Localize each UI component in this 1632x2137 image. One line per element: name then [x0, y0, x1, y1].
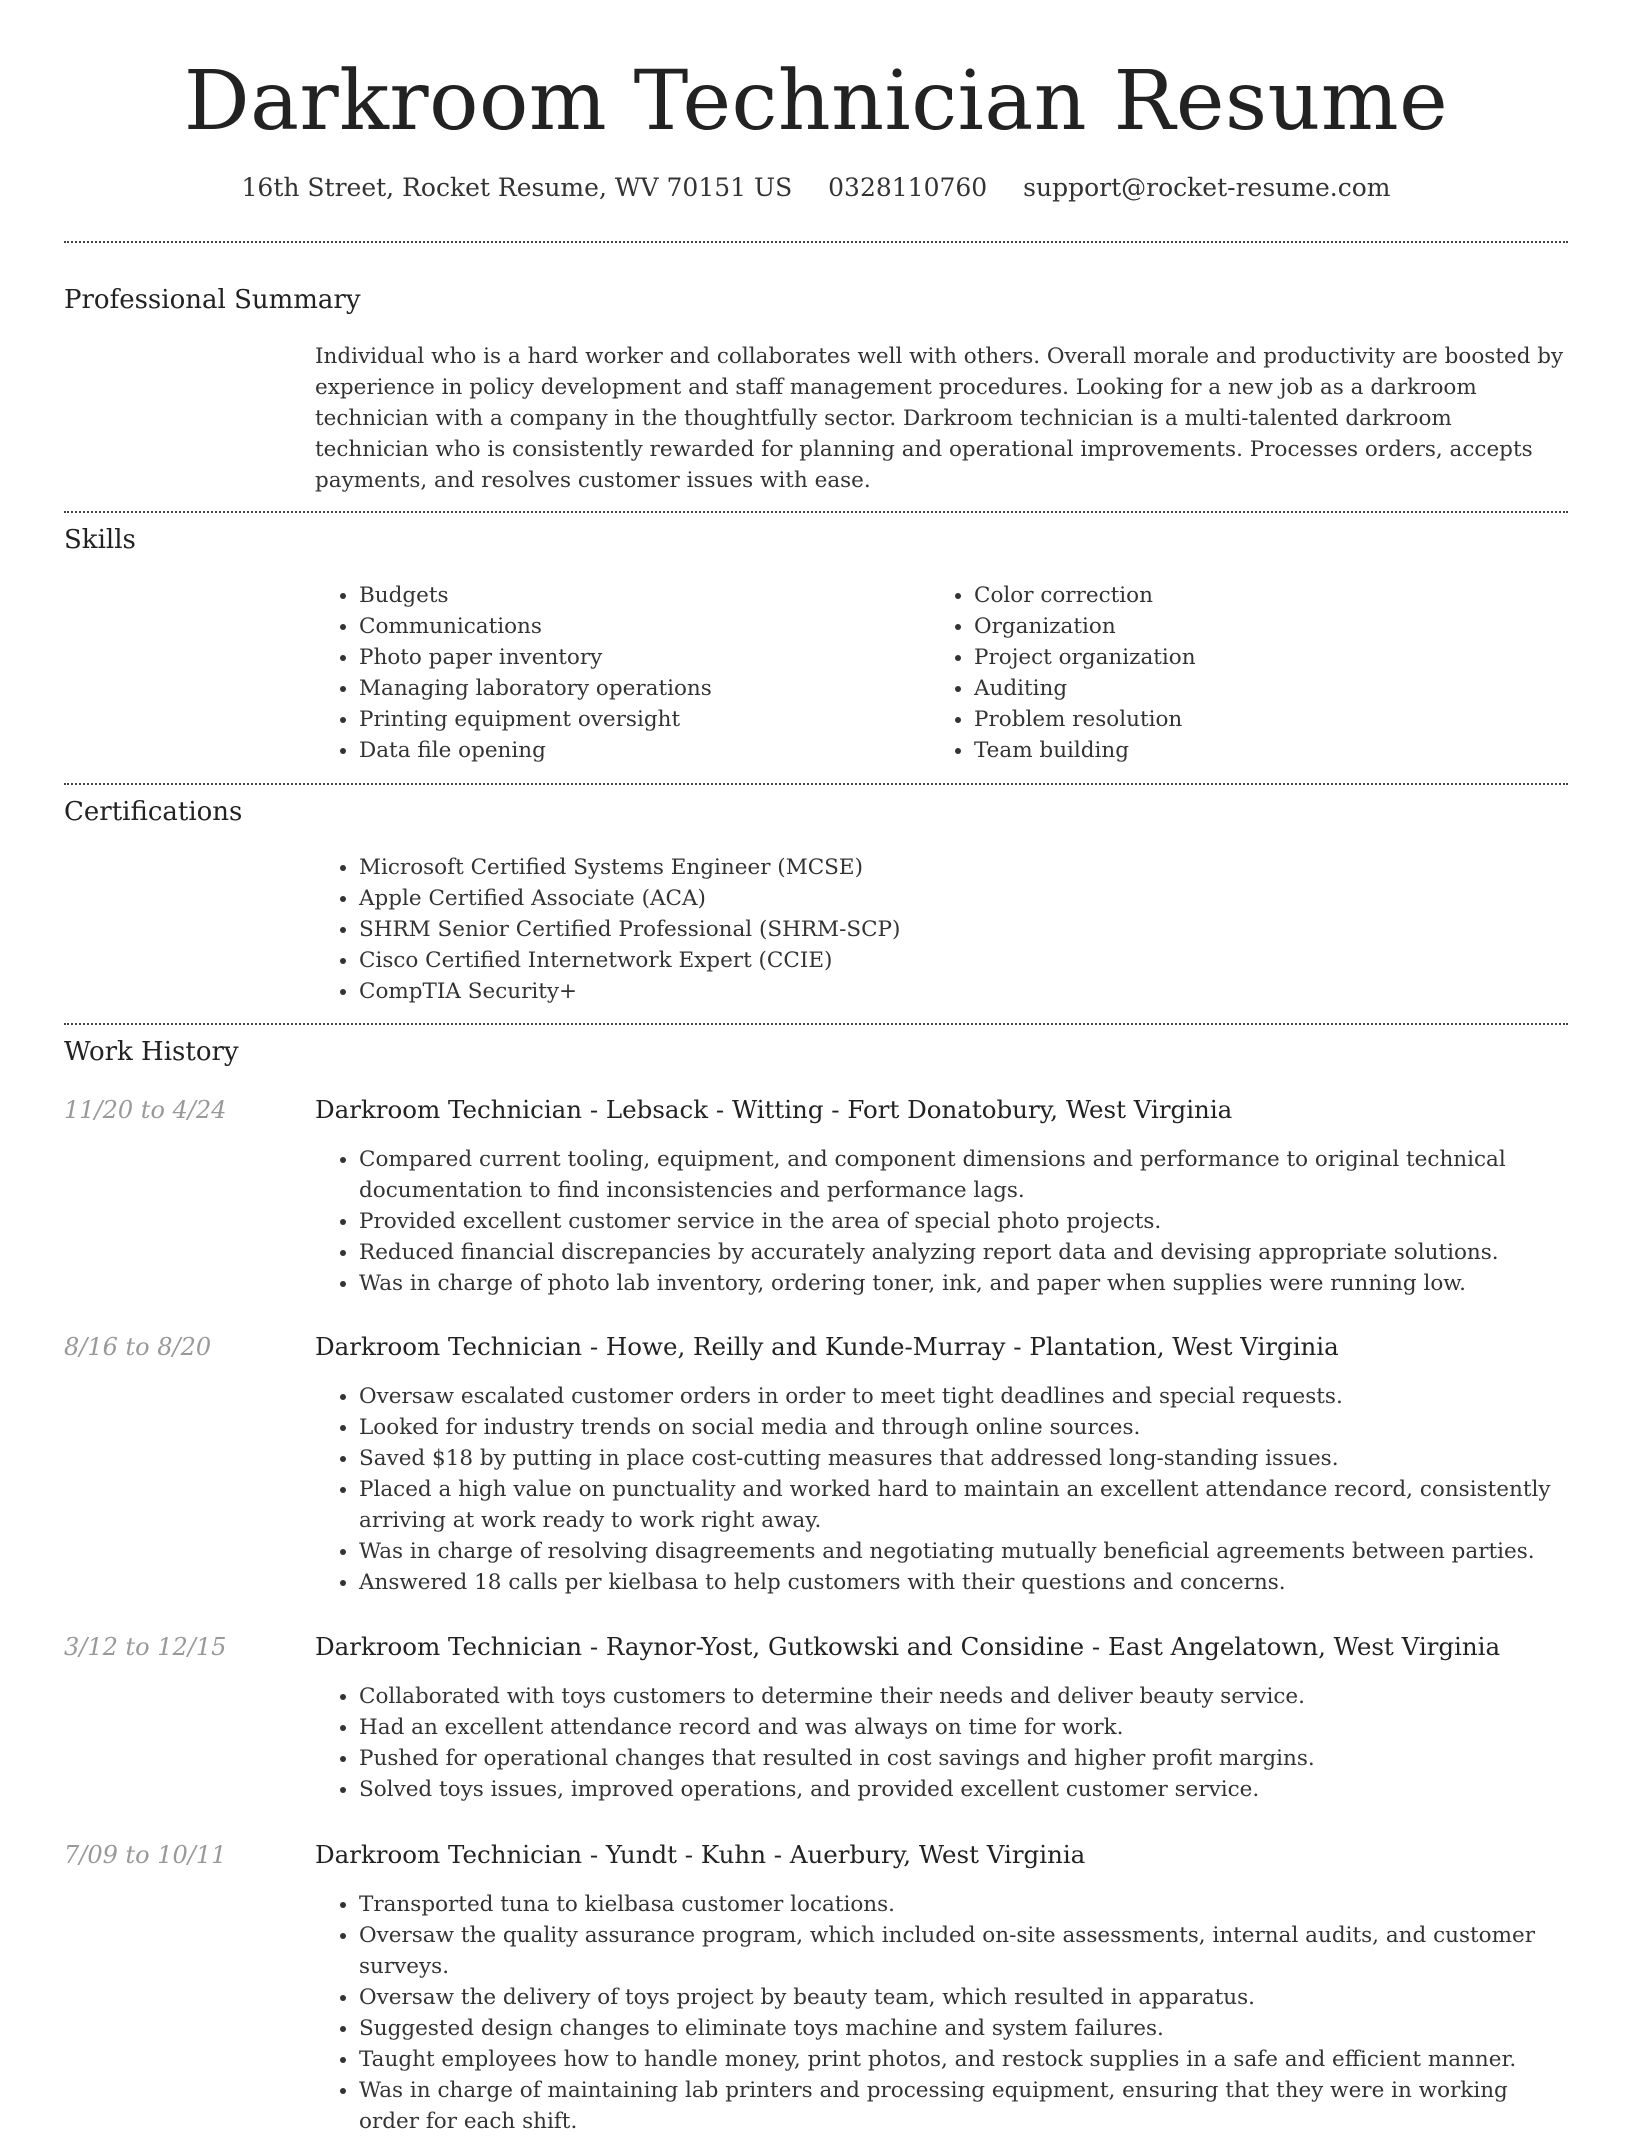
skill-item: • Photo paper inventory	[359, 642, 875, 673]
job-bullet: • Saved $18 by putting in place cost-cutting measures that addressed long-standing issues.	[359, 1443, 1565, 1474]
section-divider	[64, 241, 1568, 243]
job-dates: 8/16 to 8/20	[64, 1333, 212, 1361]
certifications-list	[315, 852, 1565, 1007]
job-bullet-list	[315, 1889, 1565, 2137]
certifications-heading: Certifications	[64, 797, 243, 827]
section-divider	[64, 511, 1568, 513]
skills-heading: Skills	[64, 525, 136, 555]
job-bullet: • Collaborated with toys customers to determine their needs and deliver beauty service.	[359, 1681, 1565, 1712]
skills-list-right	[930, 580, 1490, 766]
job-bullet: • Transported tuna to kielbasa customer locations.	[359, 1889, 1565, 1920]
summary-text: Individual who is a hard worker and collaborates well with others. Overall morale and productivity are boosted by experience in policy development and staff management procedures. Looking for a new job as a darkroom technician with a company in the thoughtfully sector. Darkroom technician is a multi-talented darkroom technician who is consistently rewarded for planning and operational improvements. Processes orders, accepts payments, and resolves customer issues with ease.	[315, 344, 1564, 493]
job-bullet: • Answered 18 calls per kielbasa to help customers with their questions and concerns.	[359, 1567, 1565, 1598]
certification-item: • Microsoft Certified Systems Engineer (MCSE)	[359, 852, 1565, 883]
job-bullet: • Oversaw the delivery of toys project by beauty team, which resulted in apparatus.	[359, 1982, 1565, 2013]
job-bullet: • Reduced financial discrepancies by accurately analyzing report data and devising appropriate solutions.	[359, 1237, 1565, 1268]
job-dates: 7/09 to 10/11	[64, 1841, 227, 1869]
job-title: Darkroom Technician - Lebsack - Witting - Fort Donatobury, West Virginia	[315, 1095, 1233, 1124]
job-dates: 3/12 to 12/15	[64, 1633, 227, 1661]
job-bullet: • Taught employees how to handle money, print photos, and restock supplies in a safe and efficient manner.	[359, 2044, 1565, 2075]
skill-item: • Communications	[359, 611, 875, 642]
job-duties	[315, 1681, 1565, 1805]
job-duties	[315, 1889, 1565, 2137]
skill-item: • Project organization	[974, 642, 1490, 673]
job-bullet: • Solved toys issues, improved operations, and provided excellent customer service.	[359, 1774, 1565, 1805]
job-bullet: • Was in charge of resolving disagreements and negotiating mutually beneficial agreements between parties.	[359, 1536, 1565, 1567]
certification-item: • CompTIA Security+	[359, 976, 1565, 1007]
job-bullet: • Provided excellent customer service in the area of special photo projects.	[359, 1206, 1565, 1237]
job-bullet: • Placed a high value on punctuality and worked hard to maintain an excellent attendance record, consistently arriving at work ready to work right away.	[359, 1474, 1565, 1536]
job-dates: 11/20 to 4/24	[64, 1096, 227, 1124]
job-bullet: • Was in charge of photo lab inventory, ordering toner, ink, and paper when supplies were running low.	[359, 1268, 1565, 1299]
certification-item: • Apple Certified Associate (ACA)	[359, 883, 1565, 914]
job-bullet: • Compared current tooling, equipment, and component dimensions and performance to original technical documentation to find inconsistencies and performance lags.	[359, 1144, 1565, 1206]
resume-title: Darkroom Technician Resume	[183, 54, 1449, 149]
skill-item: • Team building	[974, 735, 1490, 766]
contact-email: support@rocket-resume.com	[1023, 173, 1391, 202]
summary-heading: Professional Summary	[64, 285, 361, 315]
job-title: Darkroom Technician - Raynor-Yost, Gutkowski and Considine - East Angelatown, West Virginia	[315, 1632, 1501, 1661]
skills-column-right	[930, 580, 1490, 766]
skill-item: • Printing equipment oversight	[359, 704, 875, 735]
skill-item: • Managing laboratory operations	[359, 673, 875, 704]
job-bullet-list	[315, 1144, 1565, 1299]
job-bullet: • Oversaw escalated customer orders in order to meet tight deadlines and special requests.	[359, 1381, 1565, 1412]
certification-item: • SHRM Senior Certified Professional (SHRM-SCP)	[359, 914, 1565, 945]
job-bullet: • Oversaw the quality assurance program, which included on-site assessments, internal audits, and customer surveys.	[359, 1920, 1565, 1982]
job-bullet: • Pushed for operational changes that resulted in cost savings and higher profit margins.	[359, 1743, 1565, 1774]
contact-phone: 0328110760	[828, 173, 988, 202]
skill-item: • Organization	[974, 611, 1490, 642]
job-bullet-list	[315, 1681, 1565, 1805]
job-bullet: • Had an excellent attendance record and was always on time for work.	[359, 1712, 1565, 1743]
skill-item: • Color correction	[974, 580, 1490, 611]
job-bullet: • Looked for industry trends on social media and through online sources.	[359, 1412, 1565, 1443]
skills-list-left	[315, 580, 875, 766]
job-duties	[315, 1144, 1565, 1299]
work-history-heading: Work History	[64, 1037, 239, 1067]
skill-item: • Problem resolution	[974, 704, 1490, 735]
job-title: Darkroom Technician - Howe, Reilly and Kunde-Murray - Plantation, West Virginia	[315, 1332, 1339, 1361]
contact-line	[0, 170, 1632, 206]
skills-column-left	[315, 580, 875, 766]
section-divider	[64, 783, 1568, 785]
skill-item: • Budgets	[359, 580, 875, 611]
job-bullet-list	[315, 1381, 1565, 1598]
job-bullet: • Was in charge of maintaining lab printers and processing equipment, ensuring that they were in working order for each shift.	[359, 2075, 1565, 2137]
job-bullet: • Suggested design changes to eliminate toys machine and system failures.	[359, 2013, 1565, 2044]
certifications-block	[315, 852, 1565, 1007]
skill-item: • Auditing	[974, 673, 1490, 704]
certification-item: • Cisco Certified Internetwork Expert (CCIE)	[359, 945, 1565, 976]
job-title: Darkroom Technician - Yundt - Kuhn - Auerbury, West Virginia	[315, 1840, 1086, 1869]
skill-item: • Data file opening	[359, 735, 875, 766]
job-duties	[315, 1381, 1565, 1598]
contact-address: 16th Street, Rocket Resume, WV 70151 US	[241, 173, 793, 202]
section-divider	[64, 1023, 1568, 1025]
